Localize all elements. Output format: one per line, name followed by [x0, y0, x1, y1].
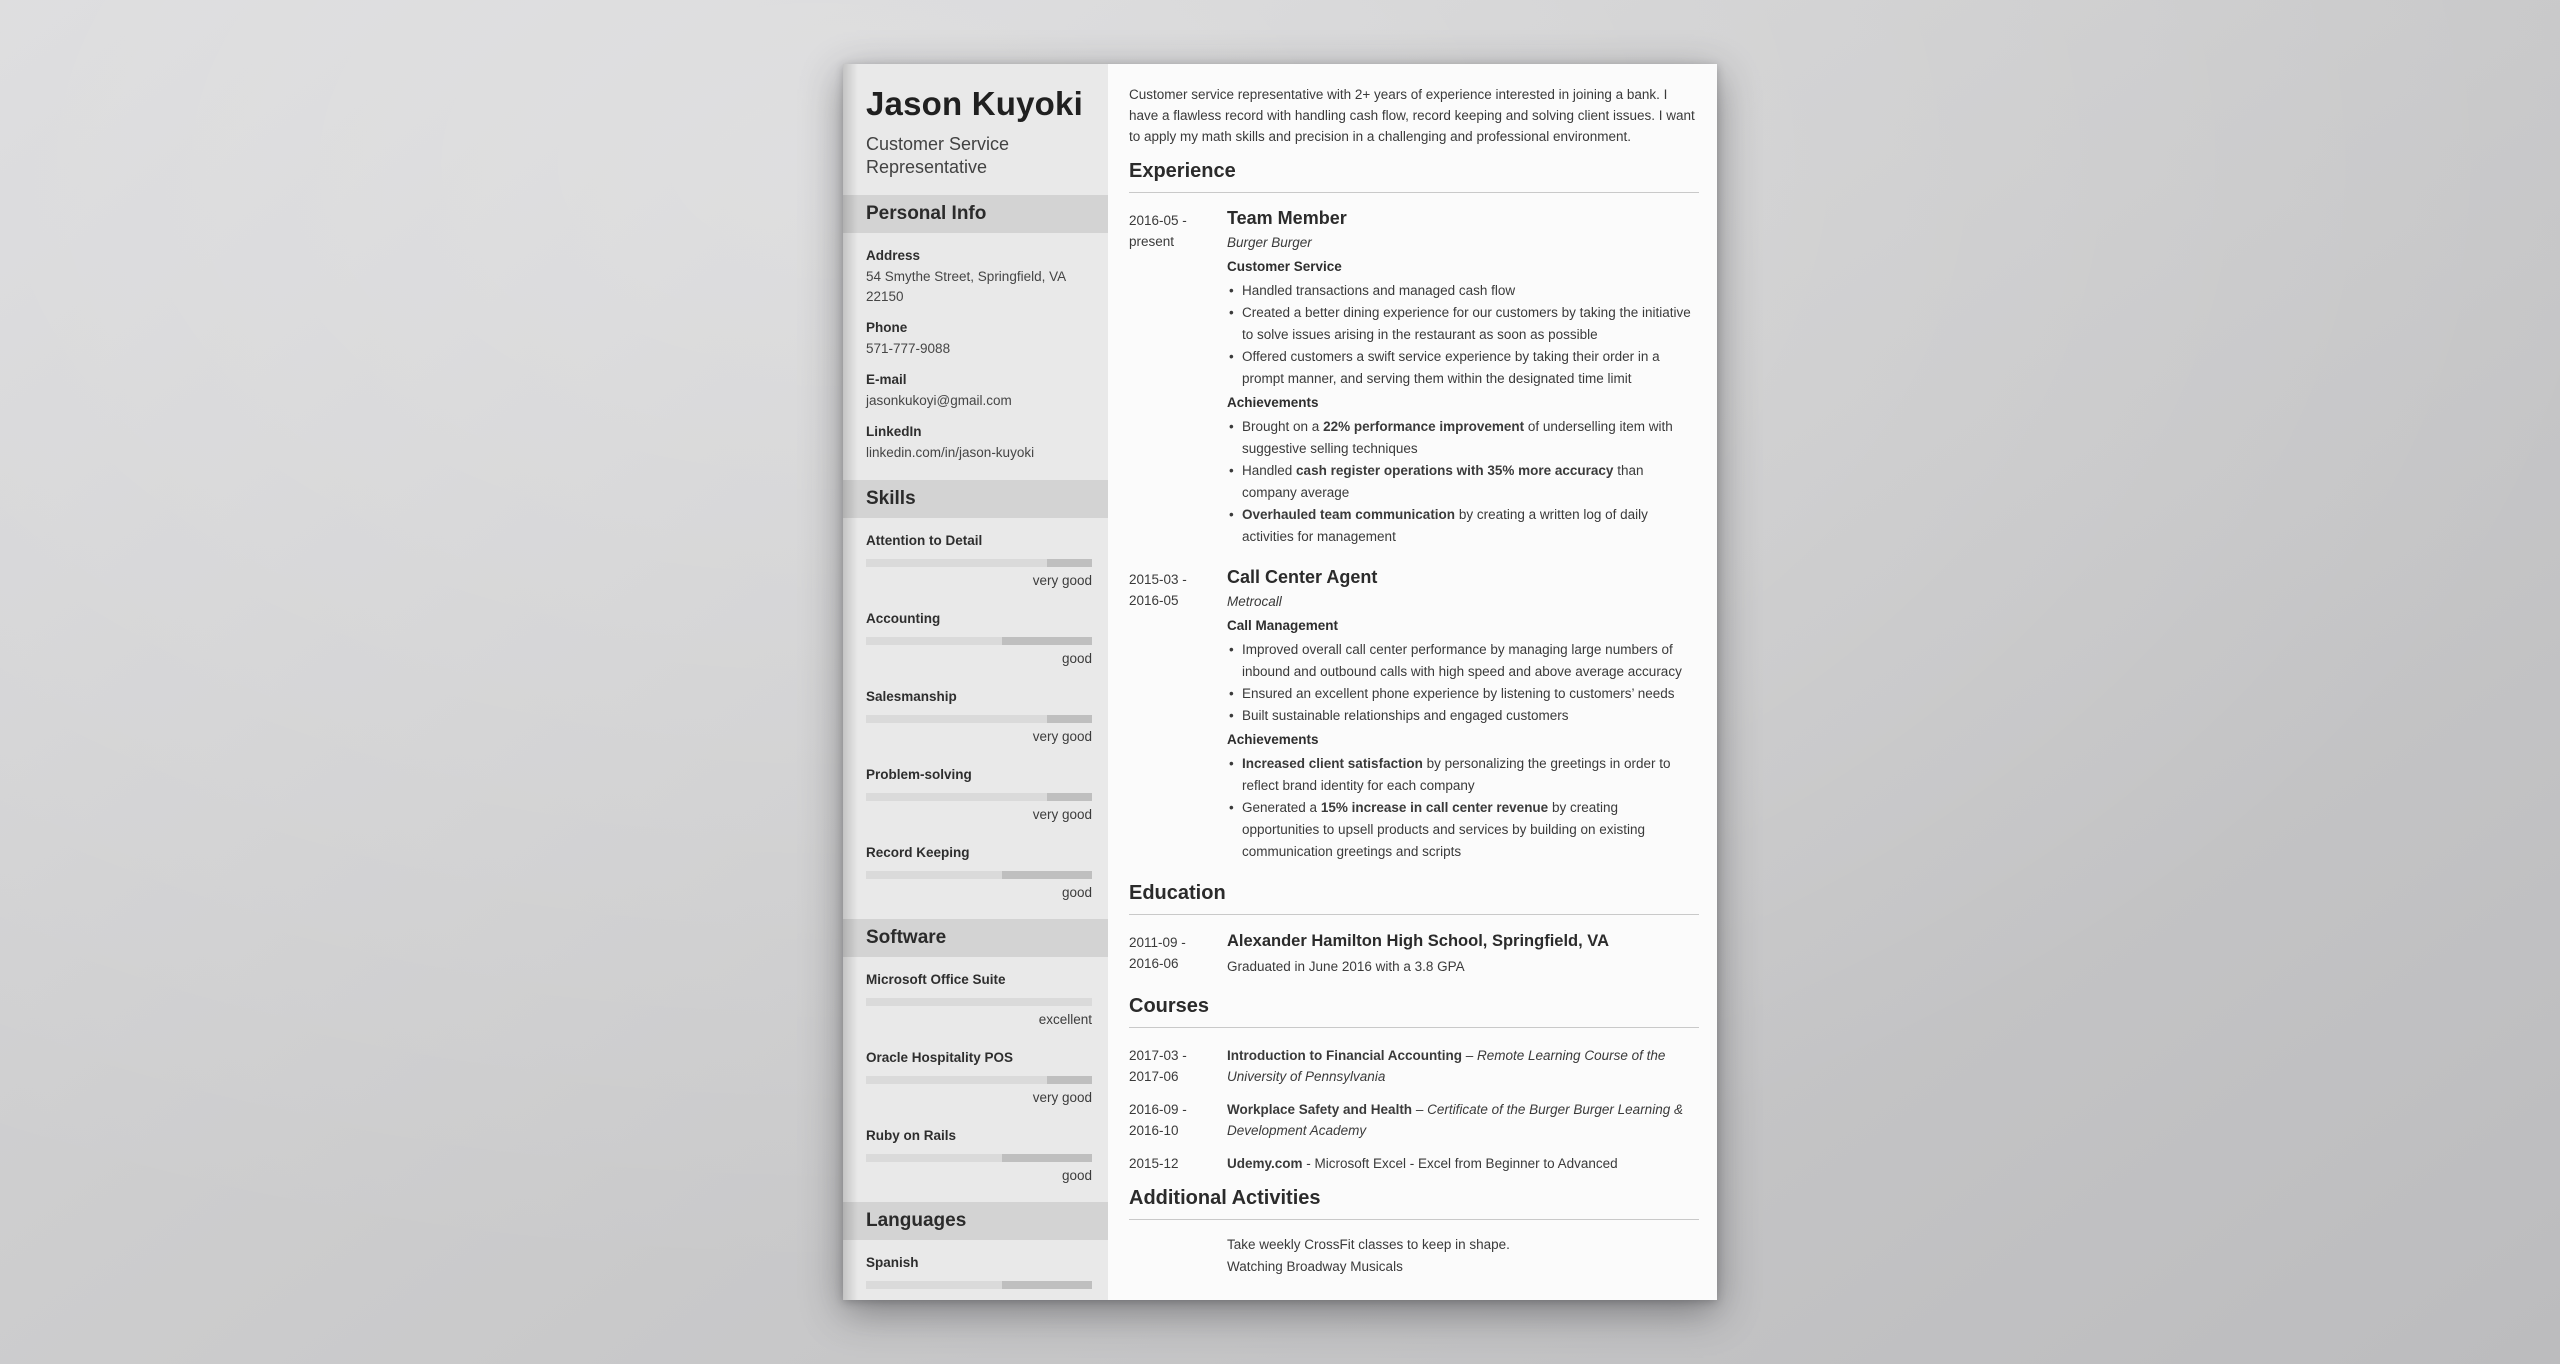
- courses-section-title: Courses: [1129, 994, 1699, 1028]
- resume-page: [843, 64, 1717, 1300]
- bullet-item: • Ensured an excellent phone experience by listening to customers’ needs: [1227, 683, 1699, 705]
- skill-level-label: good: [1061, 885, 1092, 901]
- skill-level-bar: [866, 1154, 1092, 1162]
- additional-activities-section-title: Additional Activities: [1129, 1186, 1699, 1220]
- skill-level-bar: [866, 559, 1092, 567]
- bullet-item: • Created a better dining experience for our customers by taking the initiative to solve issues arising in the restaurant as soon as possible: [1227, 302, 1699, 346]
- entry-dates: [1129, 1234, 1227, 1278]
- entry-content: [1227, 207, 1699, 548]
- job-title: Team Member: [1227, 208, 1347, 228]
- skill-level-label: very good: [1032, 729, 1092, 745]
- skills-section-header: [843, 480, 1108, 518]
- skill-level-bar: [866, 793, 1092, 801]
- date-line: 2016-09 -: [1129, 1102, 1187, 1117]
- activity-line: Take weekly CrossFit classes to keep in shape.: [1227, 1237, 1510, 1252]
- contact-email-label: E-mail: [866, 371, 907, 387]
- contact-linkedin-value: linkedin.com/in/jason-kuyoki: [866, 445, 1035, 460]
- languages-section-header: [843, 1202, 1108, 1240]
- achievement-bullet-list: [1227, 753, 1699, 863]
- course-description: Introduction to Financial Accounting – Remote Learning Course of the University of Pennsylvania: [1227, 1048, 1666, 1084]
- skill-level-bar-fill: [866, 559, 1047, 567]
- date-line: 2015-03 -: [1129, 572, 1187, 587]
- experience-entry-2: [1129, 566, 1699, 863]
- job-subheading: Call Management: [1227, 618, 1339, 633]
- entry-content: [1227, 1234, 1699, 1278]
- personal-info-section-title: Personal Info: [866, 203, 987, 225]
- entry-dates: [1129, 1042, 1227, 1087]
- experience-entry-1: [1129, 207, 1699, 548]
- experience-section-title: Experience: [1129, 159, 1699, 193]
- summary-paragraph: Customer service representative with 2+ years of experience interested in joining a bank. I have a flawless record with handling cash flow, record keeping and solving client issues. I want to apply my math skills and precision in a challenging and professional environment.: [1129, 87, 1695, 144]
- date-line: 2017-03 -: [1129, 1048, 1187, 1063]
- achievements-label: Achievements: [1227, 395, 1319, 410]
- skill-level-bar-fill: [866, 637, 1002, 645]
- course-entry-2: [1129, 1096, 1699, 1141]
- skill-level-bar-fill: [866, 871, 1002, 879]
- software-name: Oracle Hospitality POS: [866, 1050, 1014, 1066]
- software-name: Microsoft Office Suite: [866, 972, 1006, 988]
- language-name: Spanish: [866, 1255, 919, 1271]
- software-section-title: Software: [866, 927, 947, 949]
- date-line: 2011-09 -: [1129, 935, 1186, 950]
- entry-dates: [1129, 566, 1227, 863]
- languages-section-body: [843, 1240, 1108, 1300]
- skill-level-bar: [866, 1281, 1092, 1289]
- job-bullet-list: [1227, 280, 1699, 390]
- contact-address-label: Address: [866, 248, 921, 264]
- course-entry-1: [1129, 1042, 1699, 1087]
- entry-dates: [1129, 1150, 1227, 1174]
- achievement-bullet-list: [1227, 416, 1699, 548]
- skills-section-body: [843, 518, 1108, 919]
- job-subheading: Customer Service: [1227, 259, 1342, 274]
- candidate-job-title: Customer Service Representative: [866, 133, 1010, 177]
- skill-item-salesmanship: [866, 688, 1092, 745]
- skill-name: Attention to Detail: [866, 533, 983, 549]
- course-entry-3: [1129, 1150, 1699, 1174]
- skill-level-bar-fill: [866, 715, 1047, 723]
- company-name: Metrocall: [1227, 594, 1282, 609]
- contact-address-value: 54 Smythe Street, Springfield, VA 22150: [866, 269, 1066, 304]
- school-name: Alexander Hamilton High School, Springfield, VA: [1227, 932, 1609, 950]
- entry-dates: [1129, 207, 1227, 548]
- skill-level-label: very good: [1032, 807, 1092, 823]
- date-line: 2016-10: [1129, 1123, 1179, 1138]
- personal-info-section-body: [843, 233, 1108, 480]
- skill-level-bar-fill: [866, 1076, 1047, 1084]
- skill-level-bar: [866, 1076, 1092, 1084]
- contact-linkedin: [866, 423, 1092, 462]
- skill-level-bar-fill: [866, 1281, 1002, 1289]
- education-detail: Graduated in June 2016 with a 3.8 GPA: [1227, 959, 1465, 974]
- contact-phone: [866, 319, 1092, 358]
- date-line: 2017-06: [1129, 1069, 1179, 1084]
- skill-item-accounting: [866, 610, 1092, 667]
- candidate-name: Jason Kuyoki: [866, 85, 1083, 122]
- bullet-item: • Overhauled team communication by creating a written log of daily activities for management: [1227, 504, 1699, 548]
- entry-content: [1227, 929, 1699, 976]
- skill-level-label: very good: [1032, 573, 1092, 589]
- skill-level-bar-fill: [866, 793, 1047, 801]
- resume-main: [1108, 64, 1717, 1300]
- date-line: 2015-12: [1129, 1156, 1179, 1171]
- software-section-body: [843, 957, 1108, 1202]
- skill-level-bar-fill: [866, 1154, 1002, 1162]
- activity-line: Watching Broadway Musicals: [1227, 1259, 1403, 1274]
- software-item-ruby-on-rails: [866, 1127, 1092, 1184]
- date-line: 2016-05 -: [1129, 213, 1187, 228]
- company-name: Burger Burger: [1227, 235, 1312, 250]
- skill-level-label: good: [1061, 1168, 1092, 1184]
- identity-block: [843, 64, 1108, 195]
- personal-info-section-header: [843, 195, 1108, 233]
- bullet-item: • Generated a 15% increase in call center revenue by creating opportunities to upsell products and services by building on existing communication greetings and scripts: [1227, 797, 1699, 863]
- bullet-item: • Improved overall call center performance by managing large numbers of inbound and outbound calls with high speed and above average accuracy: [1227, 639, 1699, 683]
- skill-level-label: good: [1061, 651, 1092, 667]
- software-section-header: [843, 919, 1108, 957]
- entry-content: [1227, 566, 1699, 863]
- skill-level-bar: [866, 998, 1092, 1006]
- entry-dates: [1129, 1096, 1227, 1141]
- education-entry: [1129, 929, 1699, 976]
- software-item-microsoft-office-suite: [866, 971, 1092, 1028]
- skill-level-label: excellent: [1038, 1012, 1092, 1028]
- education-section-title: Education: [1129, 881, 1699, 915]
- skill-name: Record Keeping: [866, 845, 970, 861]
- contact-phone-value: 571-777-9088: [866, 340, 951, 356]
- skill-level-label: very good: [1032, 1090, 1092, 1106]
- bullet-item: • Increased client satisfaction by personalizing the greetings in order to reflect brand identity for each company: [1227, 753, 1699, 797]
- contact-email: [866, 371, 1092, 410]
- bullet-item: • Offered customers a swift service experience by taking their order in a prompt manner, and serving them within the designated time limit: [1227, 346, 1699, 390]
- languages-section-title: Languages: [866, 1210, 967, 1232]
- contact-linkedin-label: LinkedIn: [866, 424, 922, 439]
- bullet-item: • Handled cash register operations with 35% more accuracy than company average: [1227, 460, 1699, 504]
- skill-level-bar: [866, 715, 1092, 723]
- skill-level-bar-fill: [866, 998, 1092, 1006]
- skill-name: Problem-solving: [866, 767, 972, 783]
- language-item-spanish: [866, 1254, 1092, 1289]
- job-title: Call Center Agent: [1227, 567, 1378, 587]
- activities-entry: [1129, 1234, 1699, 1278]
- skill-item-record-keeping: [866, 844, 1092, 901]
- course-description: Workplace Safety and Health – Certificate of the Burger Burger Learning & Development Academy: [1227, 1102, 1683, 1138]
- date-line: 2016-06: [1129, 956, 1179, 971]
- skill-name: Accounting: [866, 611, 941, 627]
- entry-dates: [1129, 929, 1227, 976]
- achievements-label: Achievements: [1227, 732, 1319, 747]
- resume-sidebar: [843, 64, 1108, 1300]
- contact-phone-label: Phone: [866, 319, 908, 335]
- date-line: 2016-05: [1129, 593, 1179, 608]
- skill-item-attention-to-detail: [866, 532, 1092, 589]
- date-line: present: [1129, 234, 1175, 249]
- bullet-item: • Built sustainable relationships and engaged customers: [1227, 705, 1699, 727]
- contact-email-value: jasonkukoyi@gmail.com: [866, 392, 1012, 408]
- software-item-oracle-hospitality-pos: [866, 1049, 1092, 1106]
- skill-item-problem-solving: [866, 766, 1092, 823]
- software-name: Ruby on Rails: [866, 1128, 957, 1144]
- skills-section-title: Skills: [866, 488, 916, 510]
- skill-level-bar: [866, 637, 1092, 645]
- bullet-item: • Handled transactions and managed cash flow: [1227, 280, 1699, 302]
- job-bullet-list: [1227, 639, 1699, 727]
- skill-name: Salesmanship: [866, 689, 957, 705]
- skill-level-bar: [866, 871, 1092, 879]
- contact-address: [866, 247, 1092, 305]
- course-description: Udemy.com - Microsoft Excel - Excel from Beginner to Advanced: [1227, 1156, 1618, 1171]
- bullet-item: • Brought on a 22% performance improvement of underselling item with suggestive selling techniques: [1227, 416, 1699, 460]
